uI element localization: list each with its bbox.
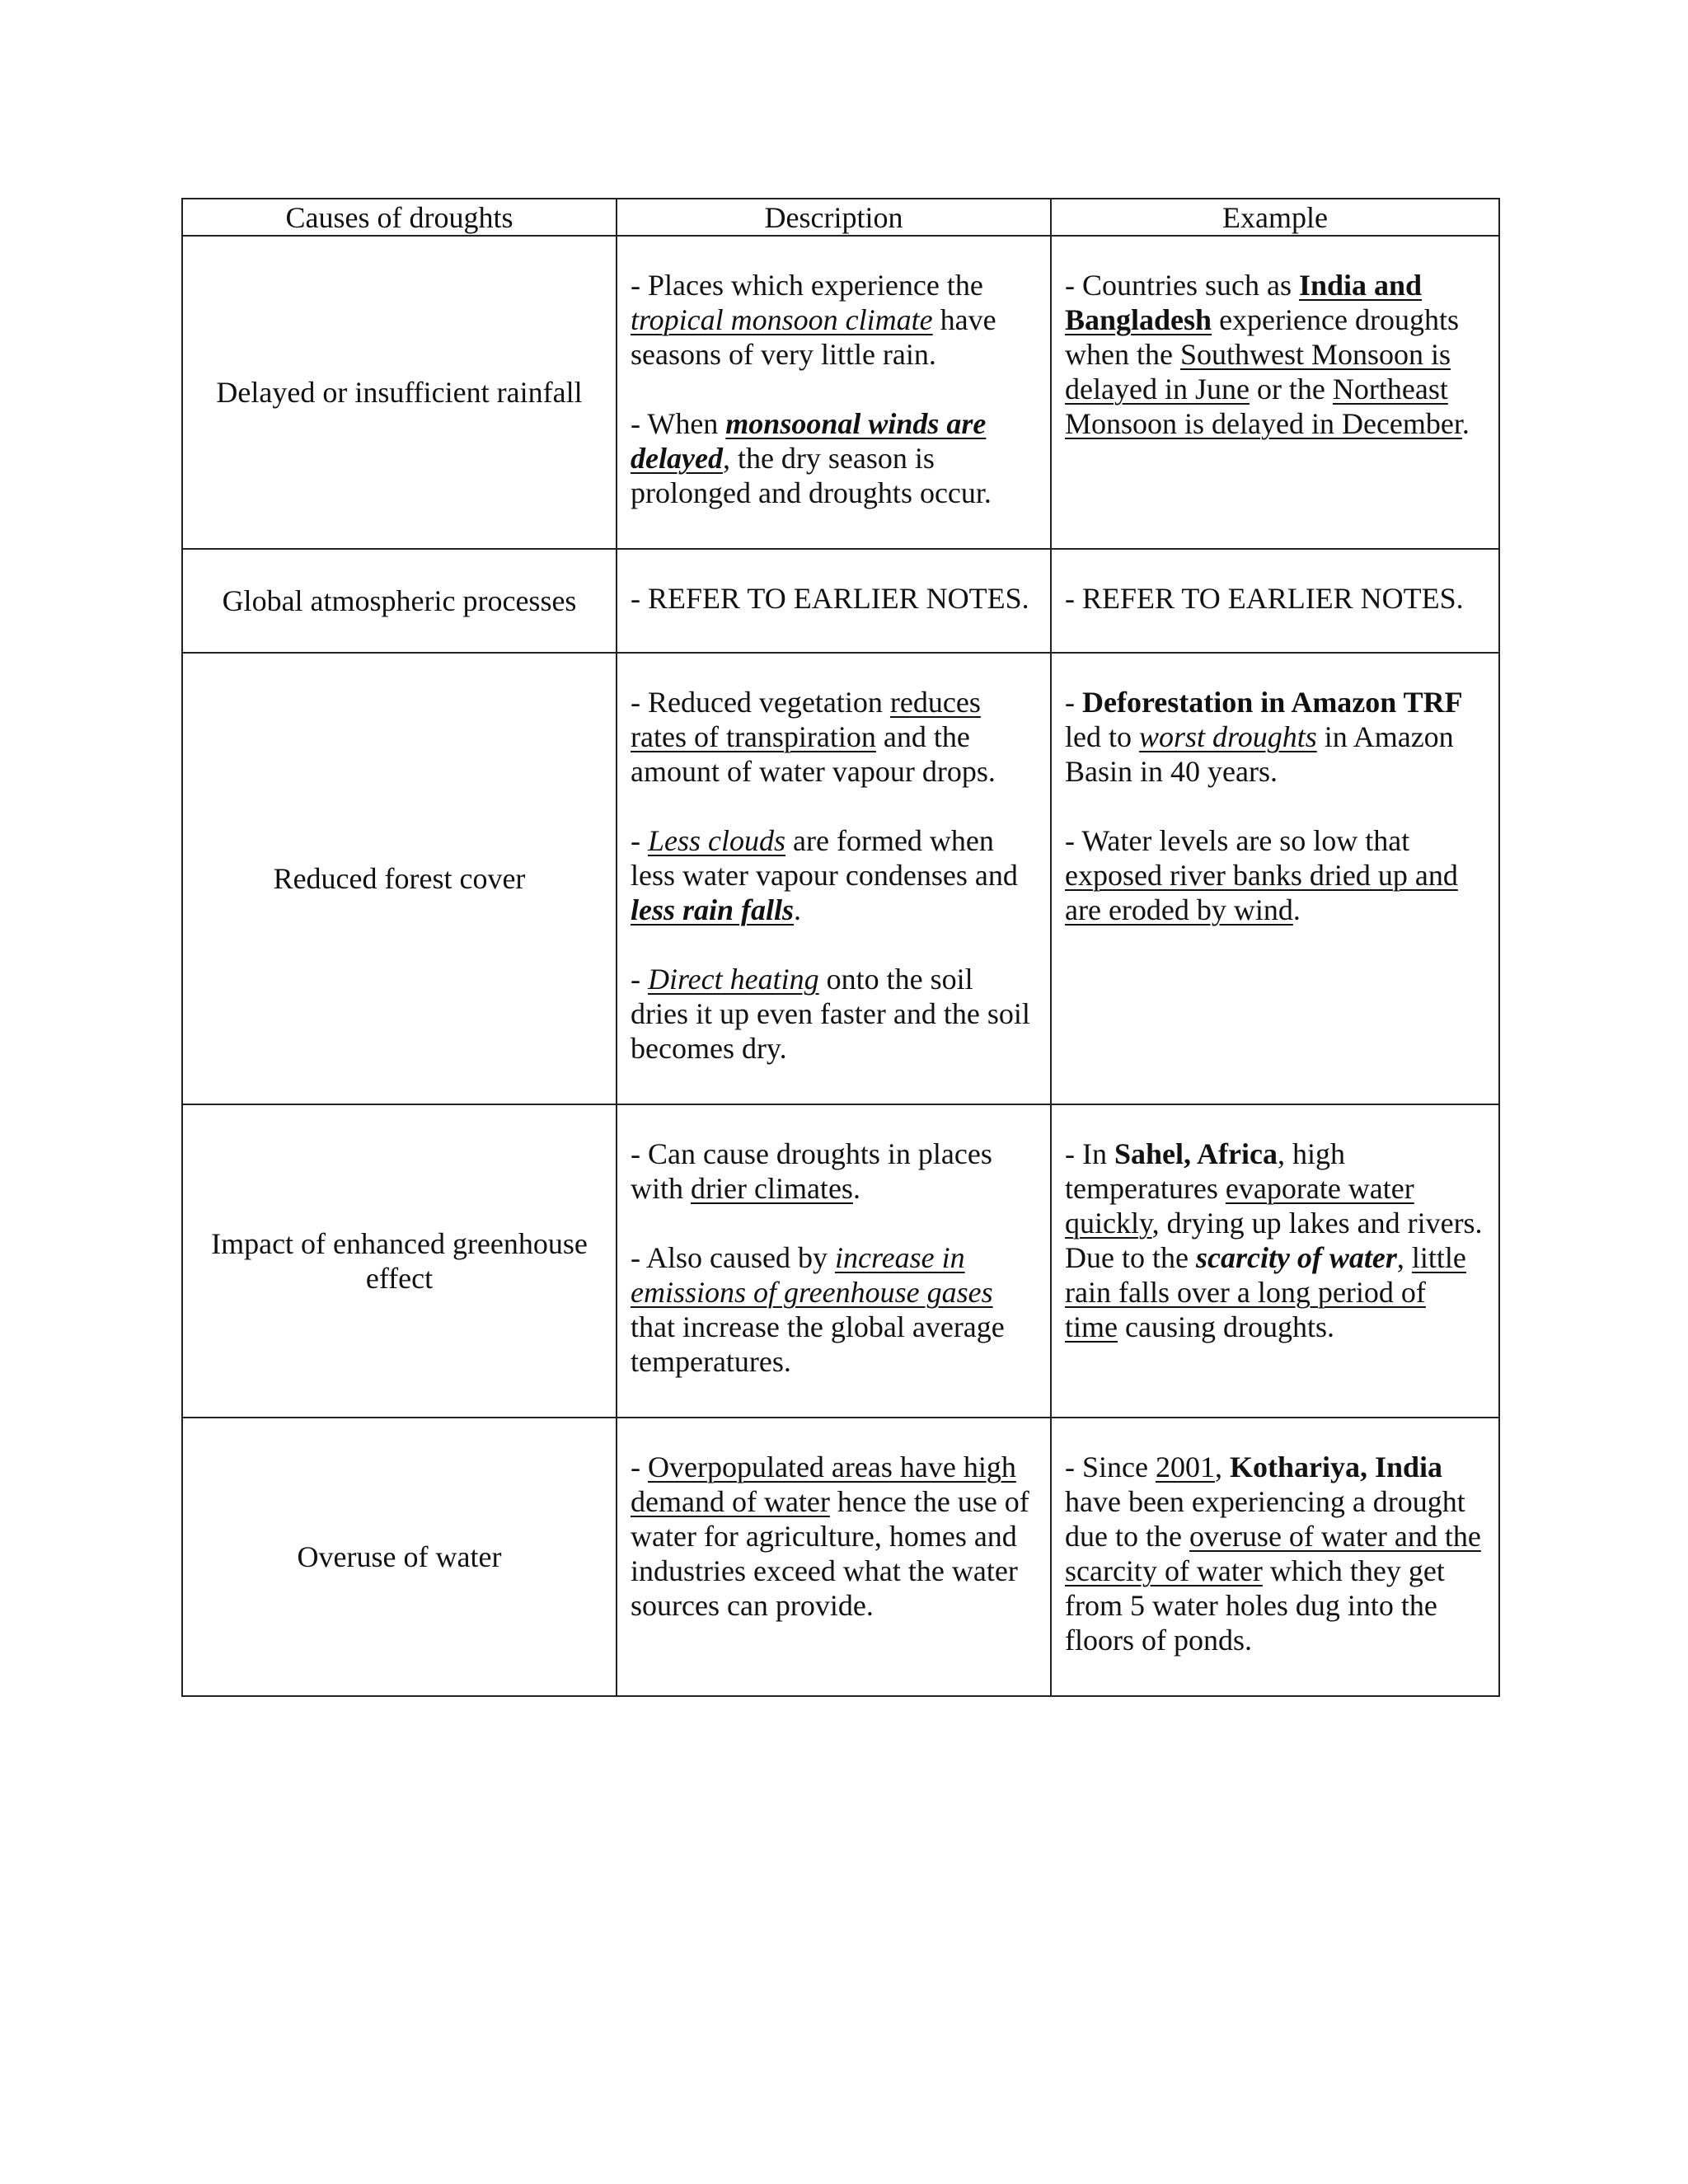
emphasis-text: overuse of water and the scarcity of water (1065, 1520, 1481, 1587)
cause-cell: Reduced forest cover (182, 653, 617, 1104)
text-run: . (794, 893, 802, 926)
text-run: have seasons of very little rain. (631, 303, 996, 371)
emphasis-text: India and Bangladesh (1065, 269, 1423, 336)
text-run: , the dry season is prolonged and droughts occur. (631, 442, 992, 509)
text-run: - REFER TO EARLIER NOTES. (1065, 582, 1464, 615)
emphasis-text: little rain falls over a long period of time (1065, 1241, 1466, 1343)
emphasis-text: drier climates (691, 1172, 853, 1205)
text-run: . (1461, 407, 1470, 440)
text-run: or the (1249, 373, 1333, 405)
emphasis-text: 2001 (1155, 1451, 1215, 1483)
emphasis-text: exposed river banks dried up and are eroded by wind (1065, 859, 1458, 926)
text-run: , high temperatures (1065, 1137, 1345, 1205)
emphasis-text: Direct heating (648, 963, 819, 996)
text-run: - (1065, 686, 1082, 719)
description-cell (617, 1418, 1051, 1696)
description-cell (617, 549, 1051, 653)
cell-paragraph (1065, 268, 1485, 441)
header-description: Description (617, 199, 1051, 236)
text-run: - In (1065, 1137, 1114, 1170)
cell-paragraph (631, 1240, 1037, 1379)
example-cell (1051, 1104, 1499, 1418)
emphasis-text: Overpopulated areas have high demand of water (631, 1451, 1016, 1518)
example-cell (1051, 236, 1499, 549)
cell-paragraph (631, 581, 1037, 616)
cell-paragraph (1065, 685, 1485, 789)
table-row (182, 236, 1499, 549)
text-run: that increase the global average temperatures. (631, 1310, 1005, 1378)
emphasis-text: evaporate water quickly (1065, 1172, 1414, 1240)
table-row (182, 1418, 1499, 1696)
text-run: . (852, 1172, 860, 1205)
text-run: - REFER TO EARLIER NOTES. (631, 582, 1029, 615)
cell-paragraph (1065, 1137, 1485, 1344)
emphasis-text: Northeast Monsoon is delayed in December (1065, 373, 1462, 440)
cell-paragraph (1065, 823, 1485, 927)
cell-paragraph (631, 406, 1037, 510)
text-run: have been experiencing a drought due to the (1065, 1485, 1465, 1553)
table-row (182, 549, 1499, 653)
text-run: - Also caused by (631, 1241, 835, 1274)
text-run: - Reduced vegetation (631, 686, 890, 719)
table-row (182, 653, 1499, 1104)
text-run: , (1396, 1241, 1412, 1274)
example-cell (1051, 1418, 1499, 1696)
text-run: - Countries such as (1065, 269, 1299, 302)
droughts-causes-table (181, 198, 1500, 1697)
table-row (182, 1104, 1499, 1418)
text-run: and the amount of water vapour drops. (631, 720, 996, 788)
example-cell (1051, 549, 1499, 653)
header-example: Example (1051, 199, 1499, 236)
cause-cell: Overuse of water (182, 1418, 617, 1696)
cell-paragraph (631, 685, 1037, 789)
description-cell (617, 653, 1051, 1104)
emphasis-text: Deforestation in Amazon TRF (1082, 686, 1463, 719)
description-cell (617, 236, 1051, 549)
text-run: , drying up lakes and rivers. Due to the (1065, 1207, 1483, 1274)
cause-cell: Delayed or insufficient rainfall (182, 236, 617, 549)
emphasis-text: tropical monsoon climate (631, 303, 933, 336)
text-run: causing droughts. (1117, 1310, 1334, 1343)
header-causes: Causes of droughts (182, 199, 617, 236)
text-run: in Amazon Basin in 40 years. (1065, 720, 1454, 788)
emphasis-text: Southwest Monsoon is delayed in June (1065, 338, 1451, 405)
text-run: - Can cause droughts in places with (631, 1137, 992, 1205)
emphasis-text: worst droughts (1138, 720, 1317, 753)
cell-paragraph (631, 823, 1037, 927)
emphasis-text: less rain falls (631, 893, 795, 926)
cell-paragraph (631, 1450, 1037, 1623)
cell-paragraph (631, 962, 1037, 1066)
header-row (182, 199, 1499, 236)
text-run: - Places which experience the (631, 269, 983, 302)
emphasis-text: Kothariya, India (1229, 1451, 1443, 1483)
cell-paragraph (1065, 581, 1485, 616)
cell-paragraph (631, 1137, 1037, 1206)
emphasis-text: increase in emissions of greenhouse gases (631, 1241, 993, 1309)
cause-cell: Global atmospheric processes (182, 549, 617, 653)
emphasis-text: Sahel, Africa (1114, 1137, 1278, 1170)
text-run: experience droughts when the (1065, 303, 1459, 371)
cause-cell: Impact of enhanced greenhouse effect (182, 1104, 617, 1418)
emphasis-text: Less clouds (648, 824, 786, 857)
text-run: - Since (1065, 1451, 1156, 1483)
description-cell (617, 1104, 1051, 1418)
example-cell (1051, 653, 1499, 1104)
text-run: - (631, 963, 648, 996)
text-run: - (631, 824, 648, 857)
text-run: led to (1065, 720, 1139, 753)
text-run: - When (631, 407, 726, 440)
text-run: - Water levels are so low that (1065, 824, 1410, 857)
text-run: onto the soil dries it up even faster and the soil becomes dry. (631, 963, 1030, 1065)
text-run: . (1292, 893, 1301, 926)
text-run: which they get from 5 water holes dug into the floors of ponds. (1065, 1554, 1445, 1657)
text-run: are formed when less water vapour condenses and (631, 824, 1018, 892)
emphasis-text: reduces rates of transpiration (631, 686, 981, 753)
text-run: hence the use of water for agriculture, homes and industries exceed what the water sources can provide. (631, 1485, 1029, 1622)
text-run: - (631, 1451, 648, 1483)
emphasis-text: monsoonal winds are delayed (631, 407, 987, 475)
emphasis-text: scarcity of water (1195, 1241, 1397, 1274)
cell-paragraph (1065, 1450, 1485, 1657)
cell-paragraph (631, 268, 1037, 372)
text-run: , (1214, 1451, 1230, 1483)
